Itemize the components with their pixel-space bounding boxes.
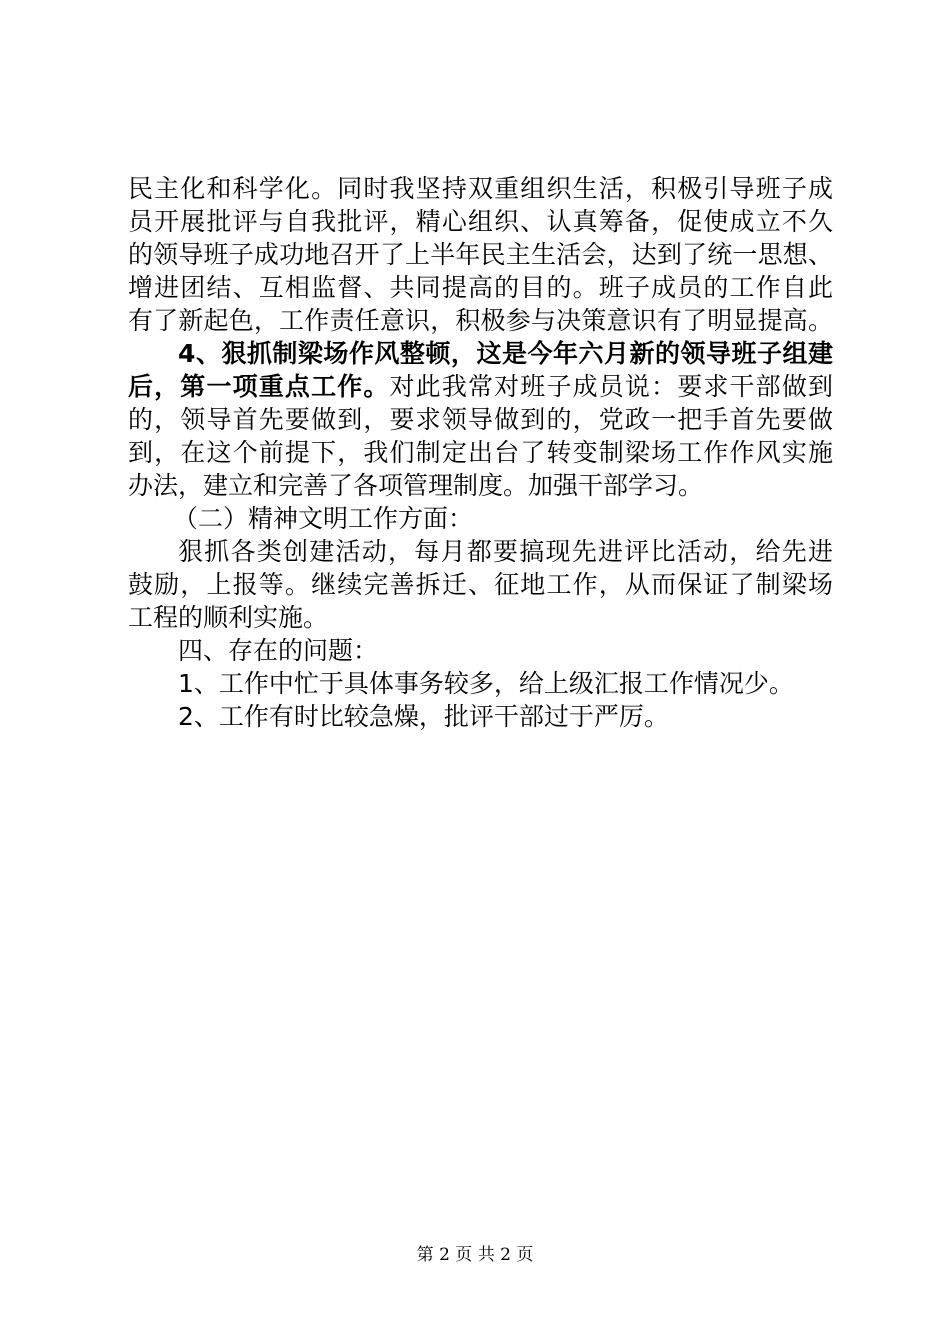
text-line: 的，领导首先要做到，要求领导做到的，党政一把手首先要做 bbox=[128, 405, 833, 434]
text-line: 增进团结、互相监督、共同提高的目的。班子成员的工作自此 bbox=[128, 273, 833, 302]
text-line bbox=[128, 370, 833, 403]
section-heading: 四、存在的问题： bbox=[178, 636, 379, 665]
bold-text-line: 4、狠抓制梁场作风整顿，这是今年六月新的领导班子组建 bbox=[178, 339, 833, 368]
document-body bbox=[128, 172, 833, 733]
text-line: 的领导班子成功地召开了上半年民主生活会，达到了统一思想、 bbox=[128, 240, 833, 269]
list-item: 2、工作有时比较急燥，批评干部过于严厉。 bbox=[178, 702, 669, 731]
text-line: 民主化和科学化。同时我坚持双重组织生活，积极引导班子成 bbox=[128, 174, 833, 203]
list-item: 1、工作中忙于具体事务较多，给上级汇报工作情况少。 bbox=[178, 669, 794, 698]
text-line: 有了新起色，工作责任意识，积极参与决策意识有了明显提高。 bbox=[128, 306, 833, 335]
text-line: 工程的顺利实施。 bbox=[128, 603, 329, 632]
text-line: 办法，建立和完善了各项管理制度。加强干部学习。 bbox=[128, 471, 704, 500]
text-line: 鼓励，上报等。继续完善拆迁、征地工作，从而保证了制梁场 bbox=[128, 570, 833, 599]
text-line: 员开展批评与自我批评，精心组织、认真筹备，促使成立不久 bbox=[128, 207, 833, 236]
text-line: 到，在这个前提下，我们制定出台了转变制梁场工作作风实施 bbox=[128, 438, 833, 467]
text-span: 对此我常对班子成员说：要求干部做到 bbox=[389, 372, 833, 401]
bold-text-span: 后，第一项重点工作。 bbox=[128, 372, 390, 401]
section-heading: （二）精神文明工作方面： bbox=[173, 504, 474, 533]
text-line: 狠抓各类创建活动，每月都要搞现先进评比活动，给先进 bbox=[178, 537, 833, 566]
page-number: 第 2 页 共 2 页 bbox=[416, 1245, 534, 1265]
